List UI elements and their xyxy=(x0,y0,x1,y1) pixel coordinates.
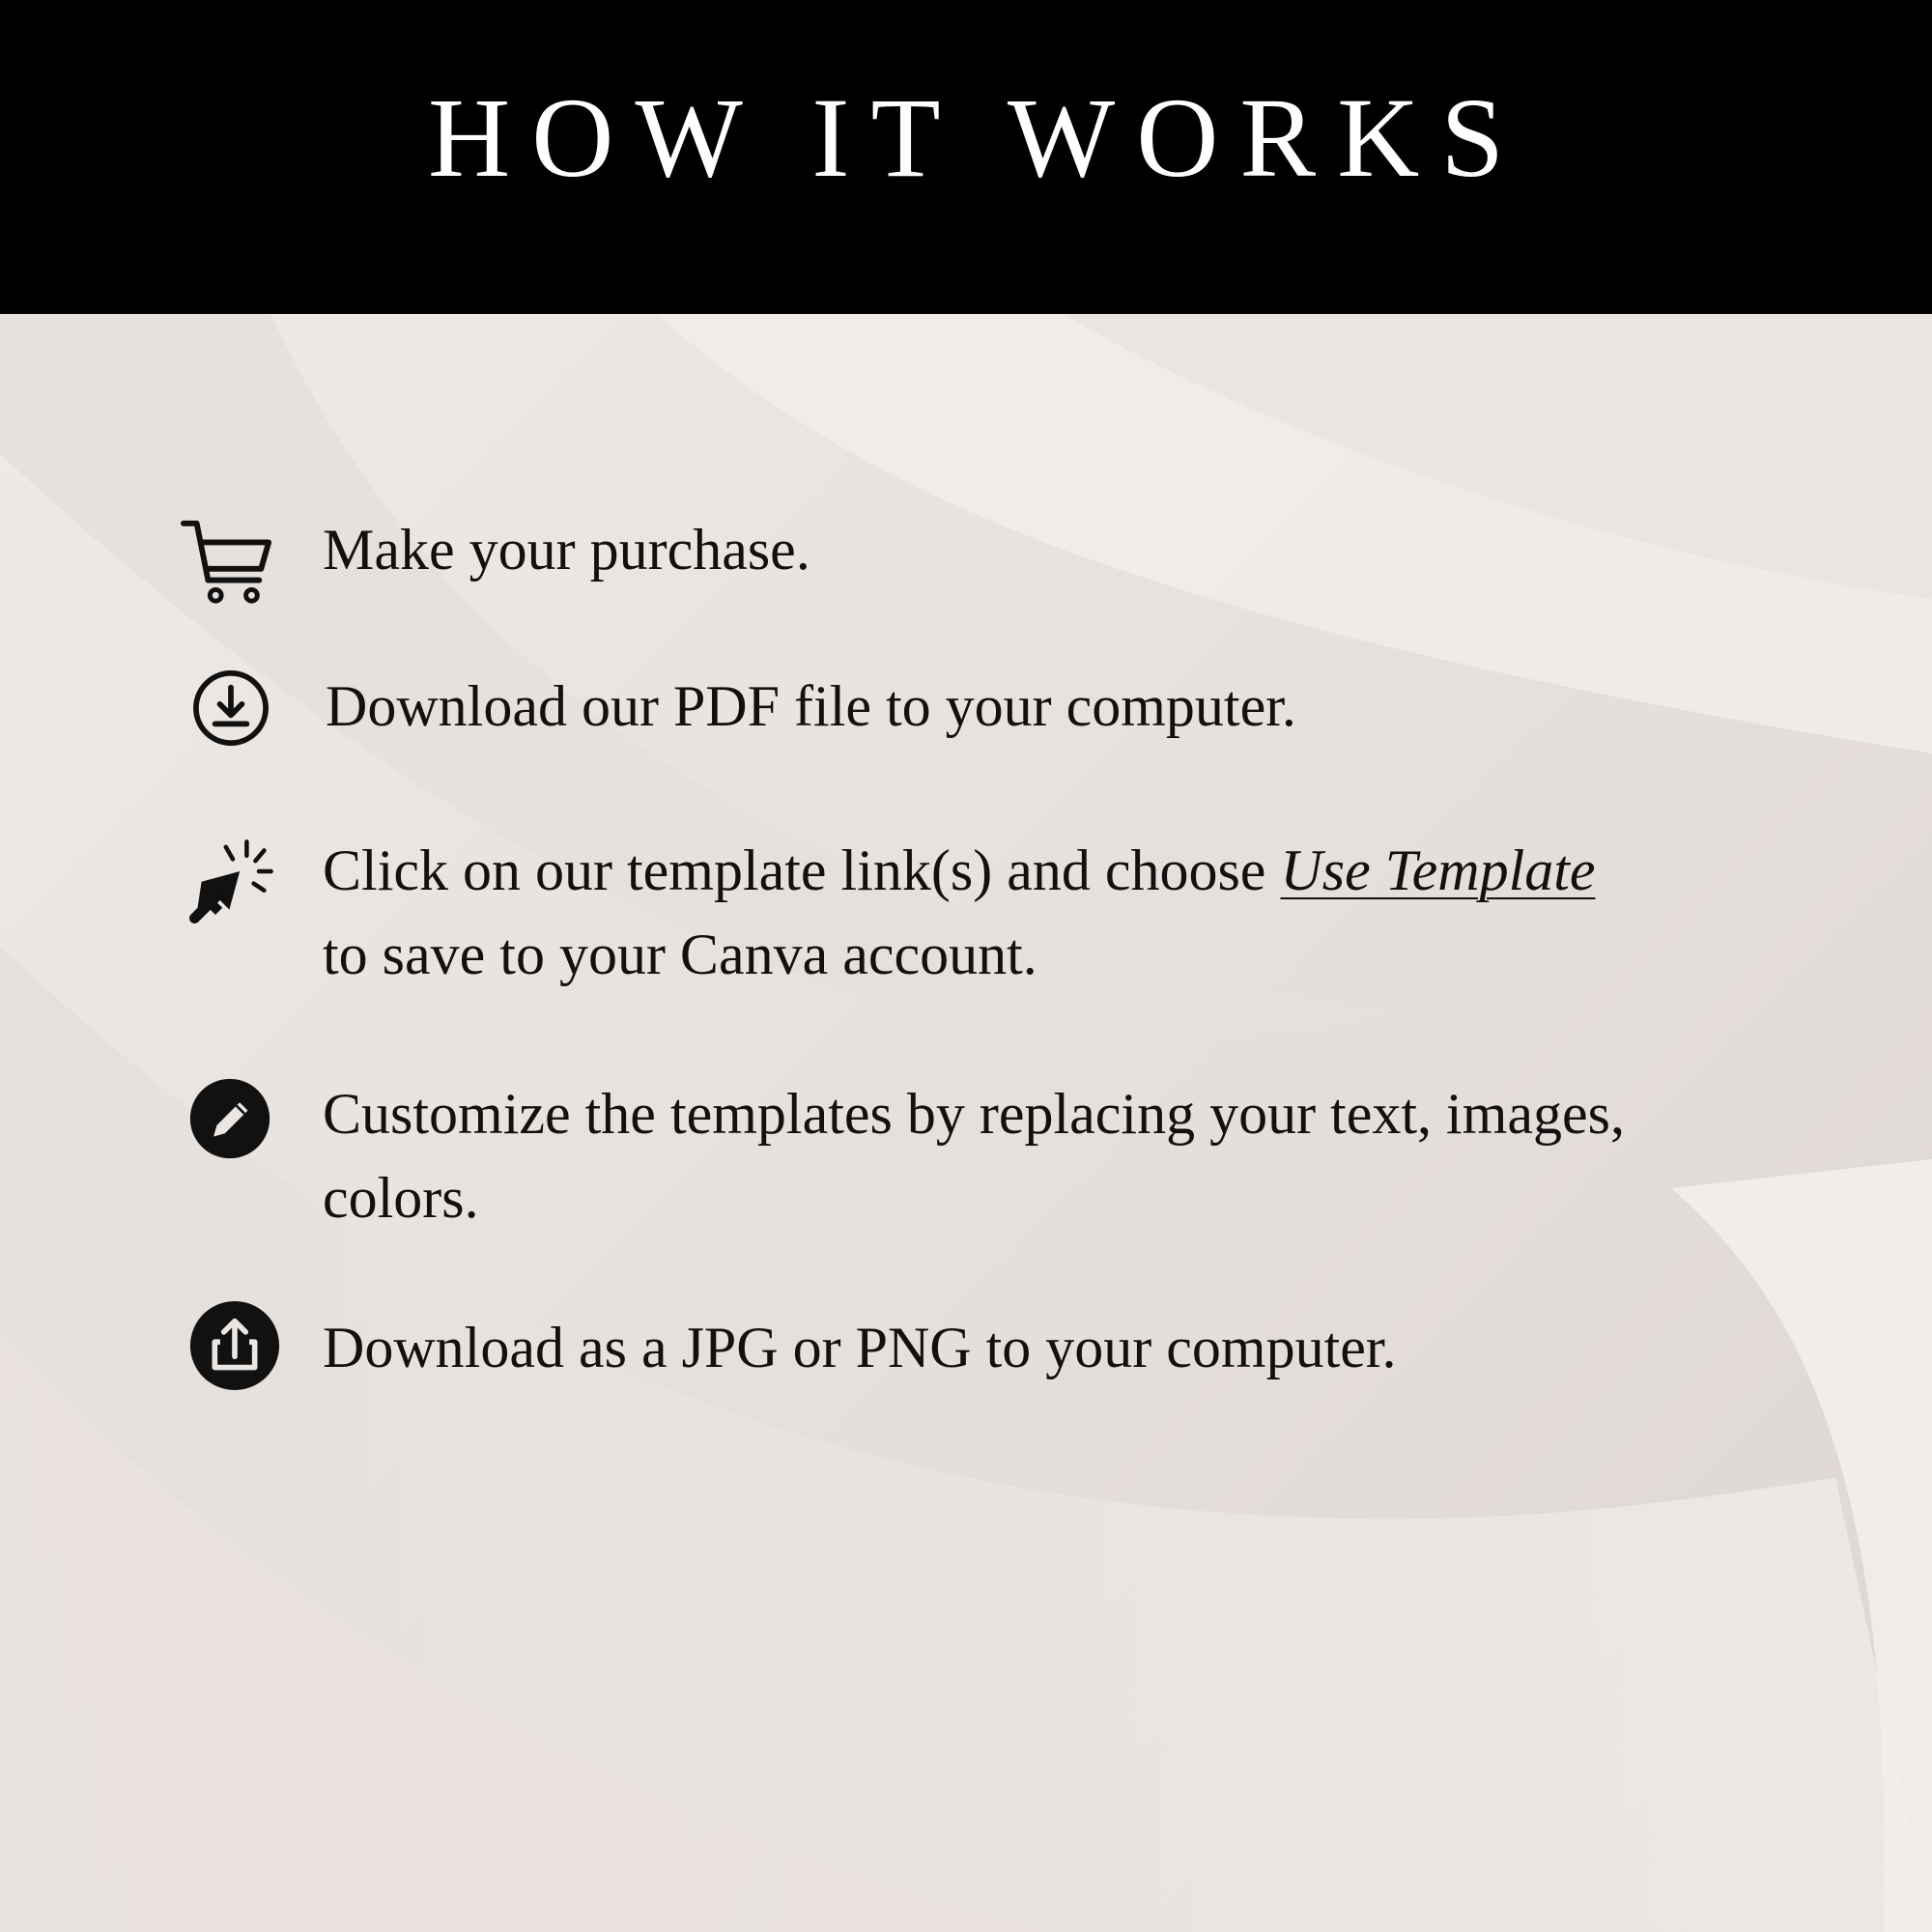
step-text-before: Click on our template link(s) and choose xyxy=(323,838,1281,902)
share-export-icon xyxy=(189,1300,280,1391)
step-text: Download as a JPG or PNG to your computer. xyxy=(323,1316,1397,1379)
shopping-cart-icon xyxy=(180,514,274,609)
download-circle-icon xyxy=(191,668,270,748)
page-title: HOW IT WORKS xyxy=(428,73,1525,201)
step-text: Customize the templates by replacing your text, images, colors. xyxy=(323,1082,1625,1230)
step-text-after: to save to your Canva account. xyxy=(323,923,1037,986)
cursor-click-icon xyxy=(189,837,276,923)
step-text: Make your purchase. xyxy=(323,518,810,582)
pencil-circle-icon xyxy=(189,1078,270,1159)
step-text: Download our PDF file to your computer. xyxy=(326,674,1296,738)
use-template-link[interactable]: Use Template xyxy=(1280,838,1596,902)
header-banner xyxy=(0,0,1932,314)
step-text xyxy=(323,829,1830,997)
